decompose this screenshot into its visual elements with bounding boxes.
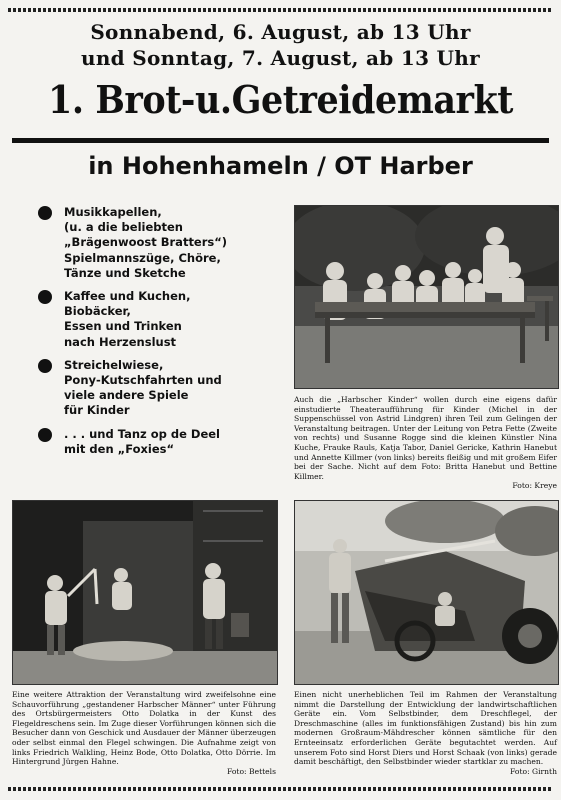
- program-item-children: [38, 358, 288, 419]
- program-line: „Brägenwoost Bratters“): [64, 235, 228, 250]
- date-line-2: und Sonntag, 7. August, ab 13 Uhr: [81, 46, 480, 70]
- top-border: [8, 8, 553, 12]
- program-line: für Kinder: [64, 403, 130, 418]
- threshing-photo: [12, 500, 278, 685]
- program-item-food: [38, 289, 288, 350]
- program-line: Pony-Kutschfahrten und: [64, 373, 222, 388]
- bullet-dot-icon: [38, 359, 52, 373]
- title-underline: [12, 138, 549, 143]
- caption-text: Auch die „Harbscher Kinder“ wollen durch eine eigens dafür einstudierte Theateraufführung für Kinder (Michel in der Suppenschüssel von Astrid Lindgren) ihren Teil zum Gelingen der Veranstaltung beitragen. Unter der Leitung von Petra Fette (Zweite von rechts) und Susanne Rogge sind die kleinen Künstler Nina Kuche, Frauke Rauls, Katja Tabor, Daniel Gericke, Kathrin Hanebut und Annette Killmer (von links) bereits fleißig und mit großem Eifer bei der Sache. Nicht auf dem Foto: Britta Hanebut und Bettine Killmer.: [294, 395, 557, 481]
- machinery-photo: [294, 500, 559, 685]
- caption-text: Einen nicht unerheblichen Teil im Rahmen der Veranstaltung nimmt die Darstellung der Entwicklung der landwirtschaftlichen Geräte ein. Vom Selbstbinder, dem Dreschflegel, der Dreschmaschine (alles im funktionsfähigen Zustand) bis hin zum modernen Großraum-Mähdrescher können sämtliche für den Ernteeinsatz erforderlichen Geräte begutachtet werden. Auf unserem Foto sind Horst Diers und Horst Schaak (von links) gerade damit beschäftigt, den Selbstbinder wieder startklar zu machen.: [294, 690, 557, 767]
- photo-credit: Foto: Girnth: [510, 766, 557, 776]
- page-title: 1. Brot-u.Getreidemarkt: [48, 77, 513, 122]
- program-line: Biobäcker,: [64, 304, 131, 319]
- children-photo: [294, 205, 559, 389]
- photo-credit: Foto: Bettels: [226, 766, 276, 776]
- location-line: in Hohenhameln / OT Harber: [88, 152, 473, 180]
- machinery-caption: [294, 690, 557, 776]
- program-line: nach Herzenslust: [64, 334, 177, 349]
- program-line: Musikkapellen,: [64, 205, 162, 219]
- threshing-caption: [12, 690, 276, 776]
- bullet-dot-icon: [38, 206, 52, 220]
- program-line: Essen und Trinken: [64, 319, 182, 334]
- program-item-music: [38, 205, 288, 281]
- program-line: . . . und Tanz op de Deel: [64, 426, 220, 441]
- program-line: Spielmannszüge, Chöre,: [64, 250, 221, 265]
- program-line: Tänze und Sketche: [64, 265, 186, 280]
- date-line-1: Sonnabend, 6. August, ab 13 Uhr: [90, 20, 471, 44]
- program-line: Kaffee und Kuchen,: [64, 289, 191, 304]
- program-line: (u. a die beliebten: [64, 220, 183, 235]
- program-line: mit den „Foxies“: [64, 441, 175, 456]
- photo-credit: Foto: Kreye: [512, 481, 557, 491]
- bottom-border: [8, 787, 553, 791]
- program-list: [38, 205, 288, 465]
- caption-text: Eine weitere Attraktion der Veranstaltung wird zweifelsohne eine Schauvorführung „gestandener Harbscher Männer“ unter Führung des Ortsbürgermeisters Otto Dolatka in der Kunst des Flegeldreschens sein. Im Zuge dieser Vorführungen können sich die Besucher dann von Geschick und Ausdauer der Männer überzeugen oder selbst einmal den Flegel schwingen. Die Aufnahme zeigt von links Friedrich Walkling, Heinz Bode, Otto Dolatka, Otto Dörrie. Im Hintergrund Jürgen Hahne.: [12, 690, 276, 767]
- program-item-dance: [38, 427, 288, 457]
- program-line: viele andere Spiele: [64, 388, 189, 403]
- bullet-dot-icon: [38, 428, 52, 442]
- bullet-dot-icon: [38, 290, 52, 304]
- children-caption: [294, 395, 557, 491]
- program-line: Streichelwiese,: [64, 357, 164, 372]
